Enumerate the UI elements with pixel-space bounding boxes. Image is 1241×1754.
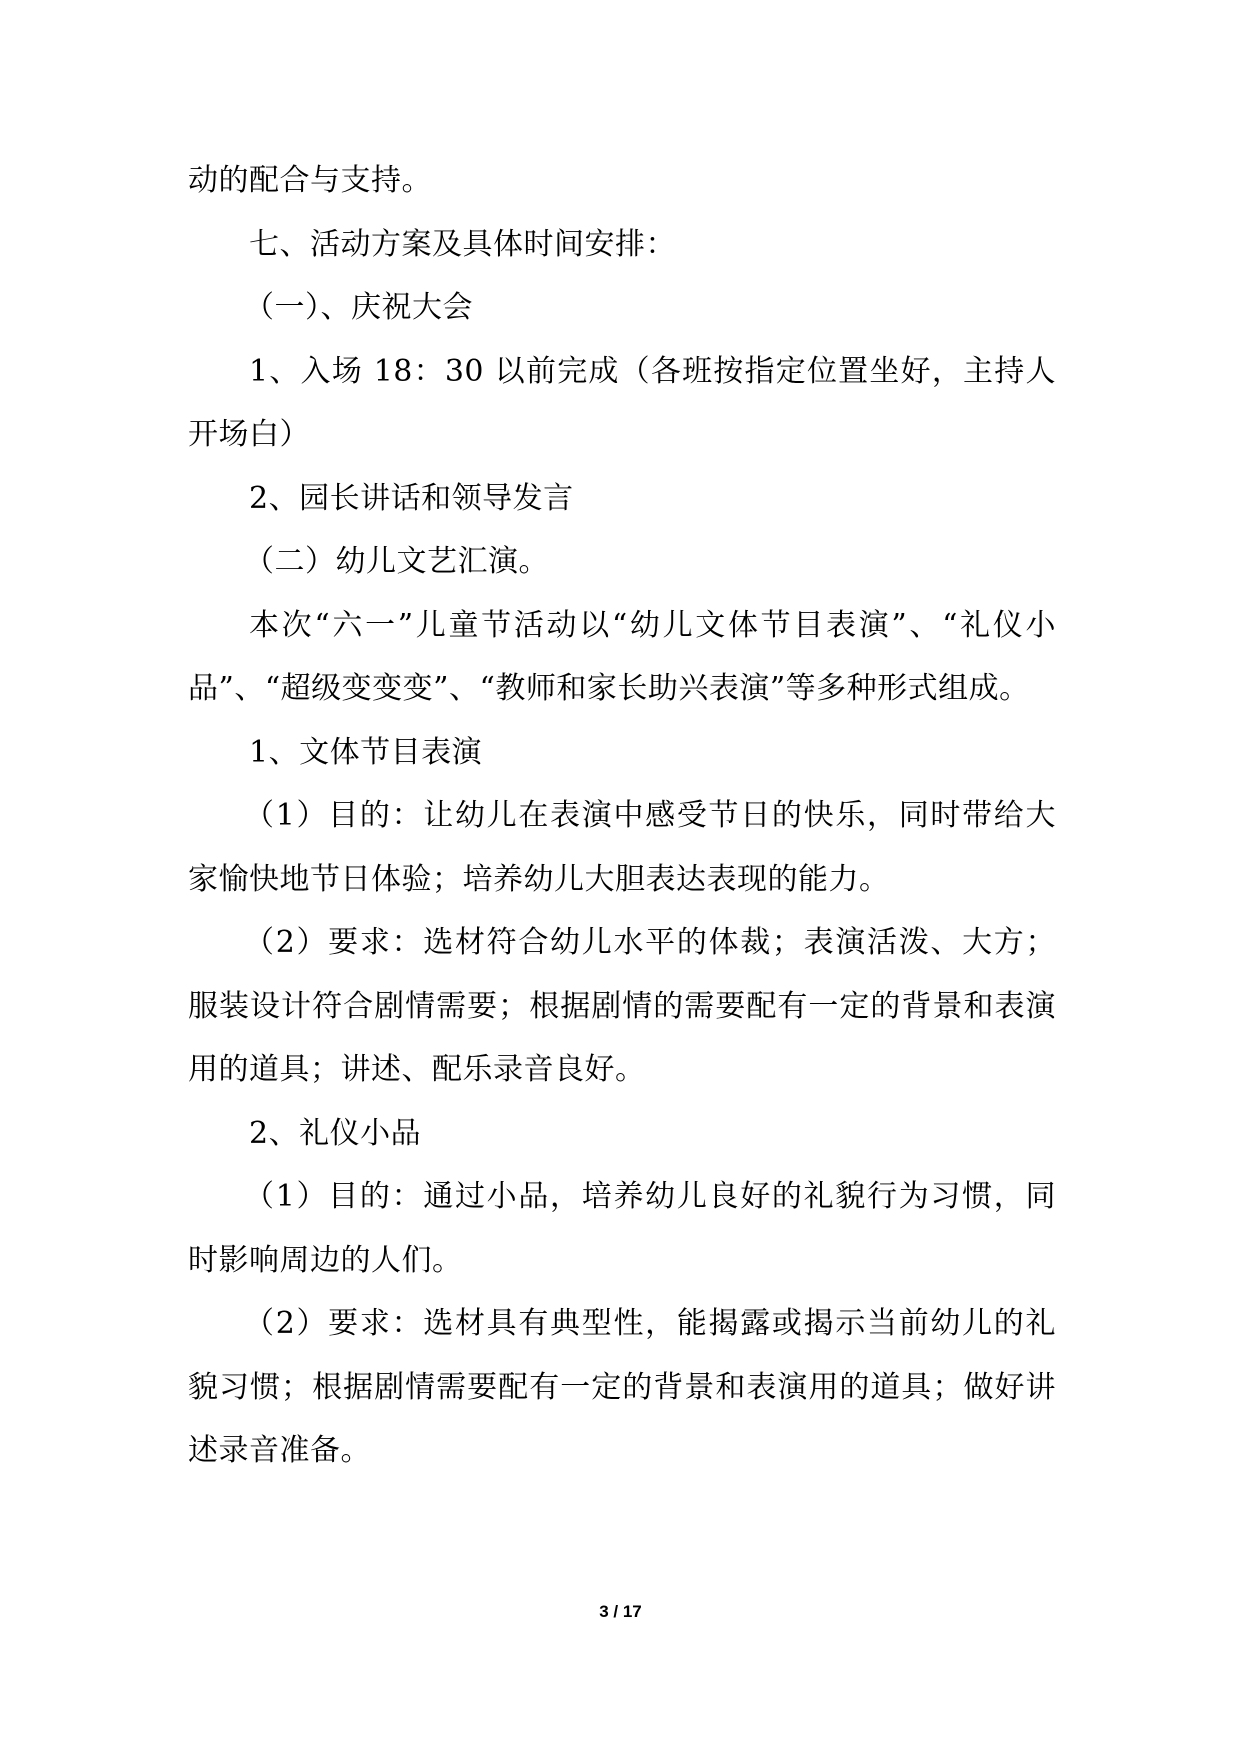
paragraph-purpose-1: （1）目的：让幼儿在表演中感受节日的快乐，同时带给大家愉快地节日体验；培养幼儿大胆表达表现的能力。 (188, 798, 1056, 897)
subsection-heading-celebration: （一）、庆祝大会 (244, 290, 473, 325)
document-body (188, 149, 1056, 1483)
paragraph-purpose-2: （1）目的：通过小品，培养幼儿良好的礼貌行为习惯，同时影响周边的人们。 (188, 1179, 1056, 1278)
subsection-heading-performance: （二）幼儿文艺汇演。 (244, 544, 549, 579)
paragraph-continuation: 动的配合与支持。 (188, 163, 432, 198)
paragraph-requirement-2: （2）要求：选材具有典型性，能揭露或揭示当前幼儿的礼貌习惯；根据剧情需要配有一定的背景和表演用的道具；做好讲述录音准备。 (188, 1306, 1056, 1468)
page-number: 3 / 17 (599, 1602, 642, 1621)
section-heading-activity-plan: 七、活动方案及具体时间安排： (249, 226, 676, 262)
paragraph-speech: 2、园长讲话和领导发言 (249, 480, 574, 516)
paragraph-entry: 1、入场 18：30 以前完成（各班按指定位置坐好，主持人开场白） (188, 353, 1056, 452)
item-heading-etiquette-sketch: 2、礼仪小品 (249, 1115, 422, 1151)
paragraph-requirement-1: （2）要求：选材符合幼儿水平的体裁；表演活泼、大方；服装设计符合剧情需要；根据剧情的需要配有一定的背景和表演用的道具；讲述、配乐录音良好。 (188, 925, 1056, 1087)
item-heading-sports-performance: 1、文体节目表演 (249, 734, 483, 770)
paragraph-overview: 本次“六一”儿童节活动以“幼儿文体节目表演”、“礼仪小品”、“超级变变变”、“教师和家长助兴表演”等多种形式组成。 (188, 607, 1056, 706)
